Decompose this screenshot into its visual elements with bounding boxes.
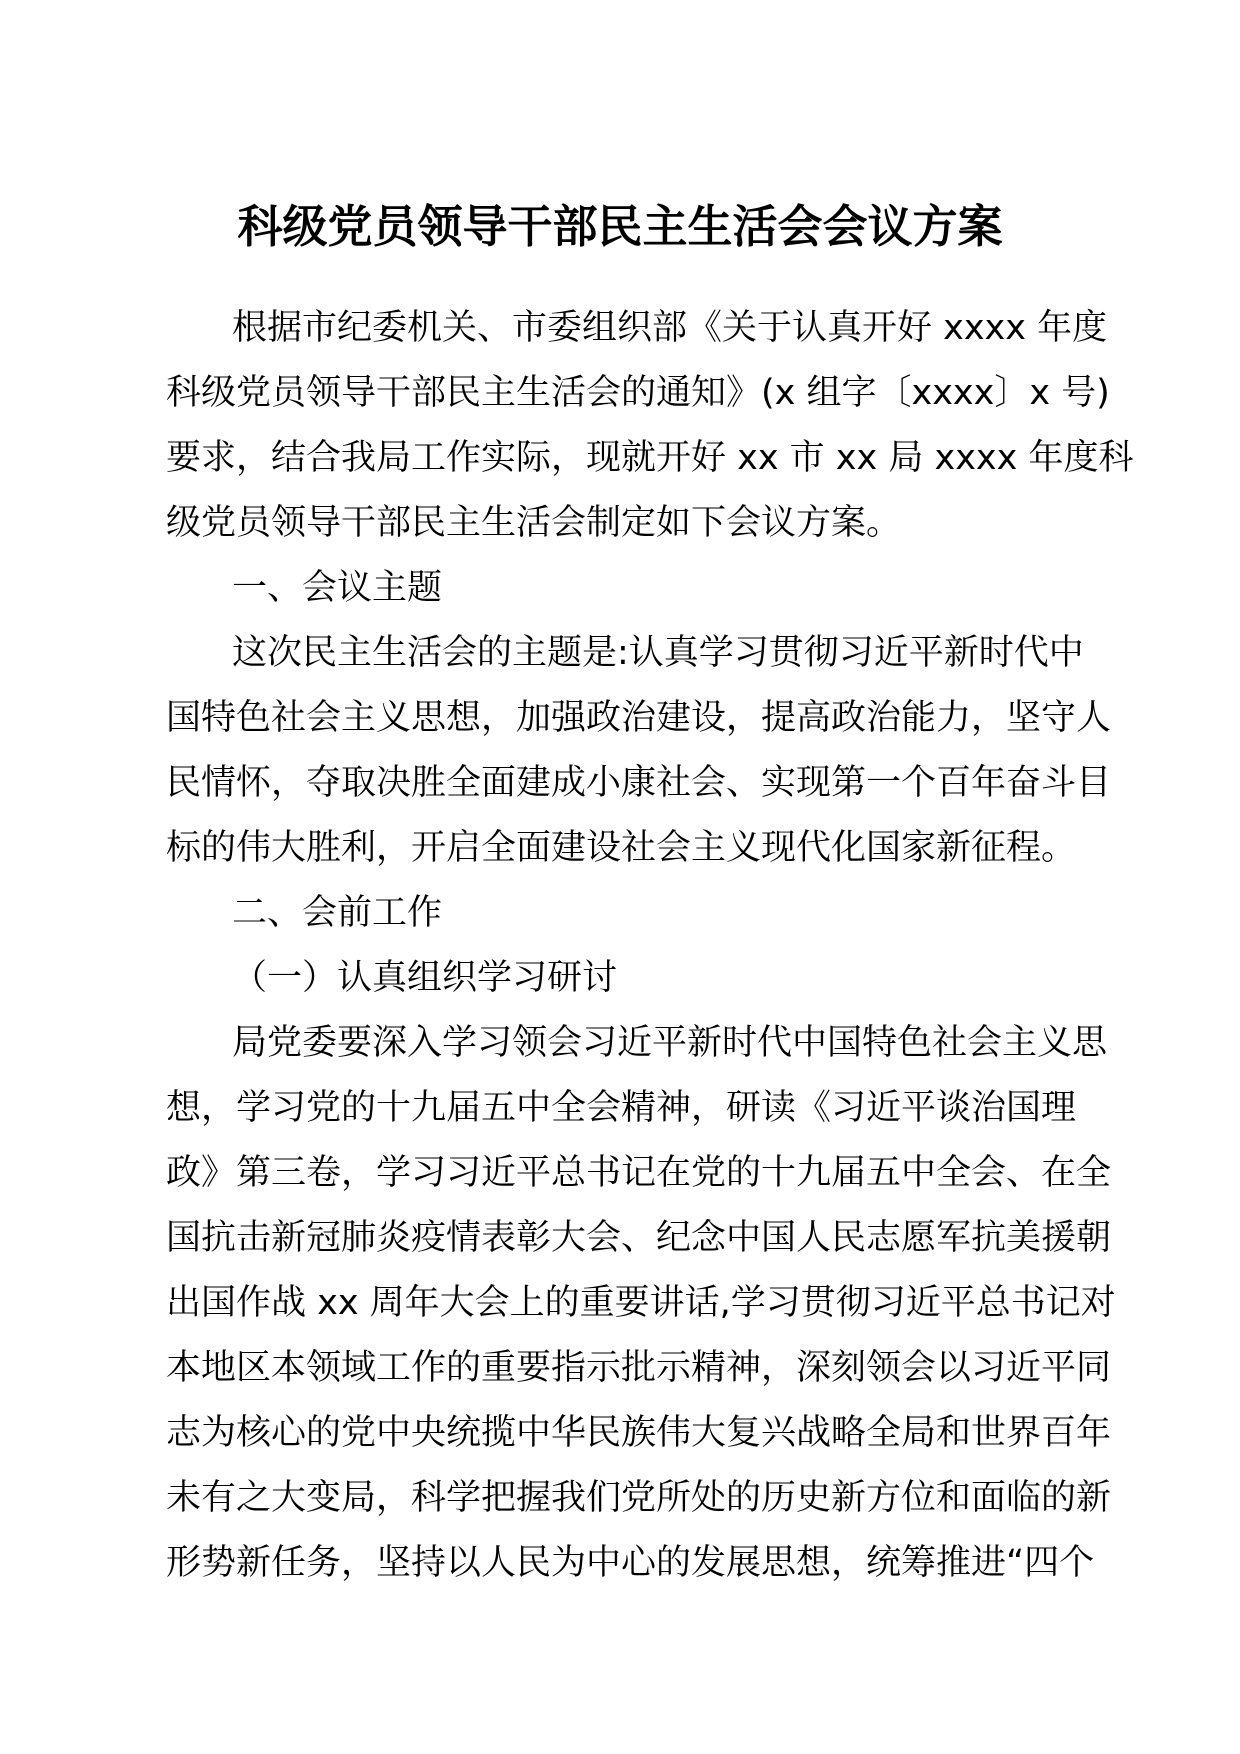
paragraph-line: 出国作战 xx 周年大会上的重要讲话,学习贯彻习近平总书记对 xyxy=(166,1283,1116,1323)
section-heading: 二、会前工作 xyxy=(232,893,443,933)
document-body xyxy=(166,296,1134,1596)
paragraph-line: 本地区本领域工作的重要指示批示精神，深刻领会以习近平同 xyxy=(166,1348,1112,1388)
paragraph-line: 要求，结合我局工作实际，现就开好 xx 市 xx 局 xxxx 年度科 xyxy=(166,438,1134,478)
paragraph-line: 想，学习党的十九届五中全会精神，研读《习近平谈治国理 xyxy=(166,1088,1077,1128)
paragraph-line: 科级党员领导干部民主生活会的通知》(x 组字〔xxxx〕x 号) xyxy=(166,373,1110,413)
paragraph-line: 形势新任务，坚持以人民为中心的发展思想，统筹推进“四个 xyxy=(166,1543,1095,1583)
paragraph-line: 级党员领导干部民主生活会制定如下会议方案。 xyxy=(166,503,902,543)
paragraph-line: 根据市纪委机关、市委组织部《关于认真开好 xxxx 年度 xyxy=(232,308,1108,348)
paragraph-line: 国特色社会主义思想，加强政治建设，提高政治能力，坚守人 xyxy=(166,698,1112,738)
paragraph-line: 局党委要深入学习领会习近平新时代中国特色社会主义思 xyxy=(232,1023,1108,1063)
paragraph-line: 国抗击新冠肺炎疫情表彰大会、纪念中国人民志愿军抗美援朝 xyxy=(166,1218,1112,1258)
paragraph-line: 标的伟大胜利，开启全面建设社会主义现代化国家新征程。 xyxy=(166,828,1077,868)
paragraph-line: 这次民主生活会的主题是:认真学习贯彻习近平新时代中 xyxy=(232,633,1084,673)
subsection-heading: （一）认真组织学习研讨 xyxy=(232,958,618,998)
paragraph-line: 政》第三卷，学习习近平总书记在党的十九届五中全会、在全 xyxy=(166,1153,1112,1193)
document-title: 科级党员领导干部民主生活会会议方案 xyxy=(237,200,1003,253)
section-heading: 一、会议主题 xyxy=(232,568,443,608)
paragraph-line: 民情怀，夺取决胜全面建成小康社会、实现第一个百年奋斗目 xyxy=(166,763,1112,803)
paragraph-line: 未有之大变局，科学把握我们党所处的历史新方位和面临的新 xyxy=(166,1478,1112,1518)
paragraph-line: 志为核心的党中央统揽中华民族伟大复兴战略全局和世界百年 xyxy=(166,1413,1112,1453)
